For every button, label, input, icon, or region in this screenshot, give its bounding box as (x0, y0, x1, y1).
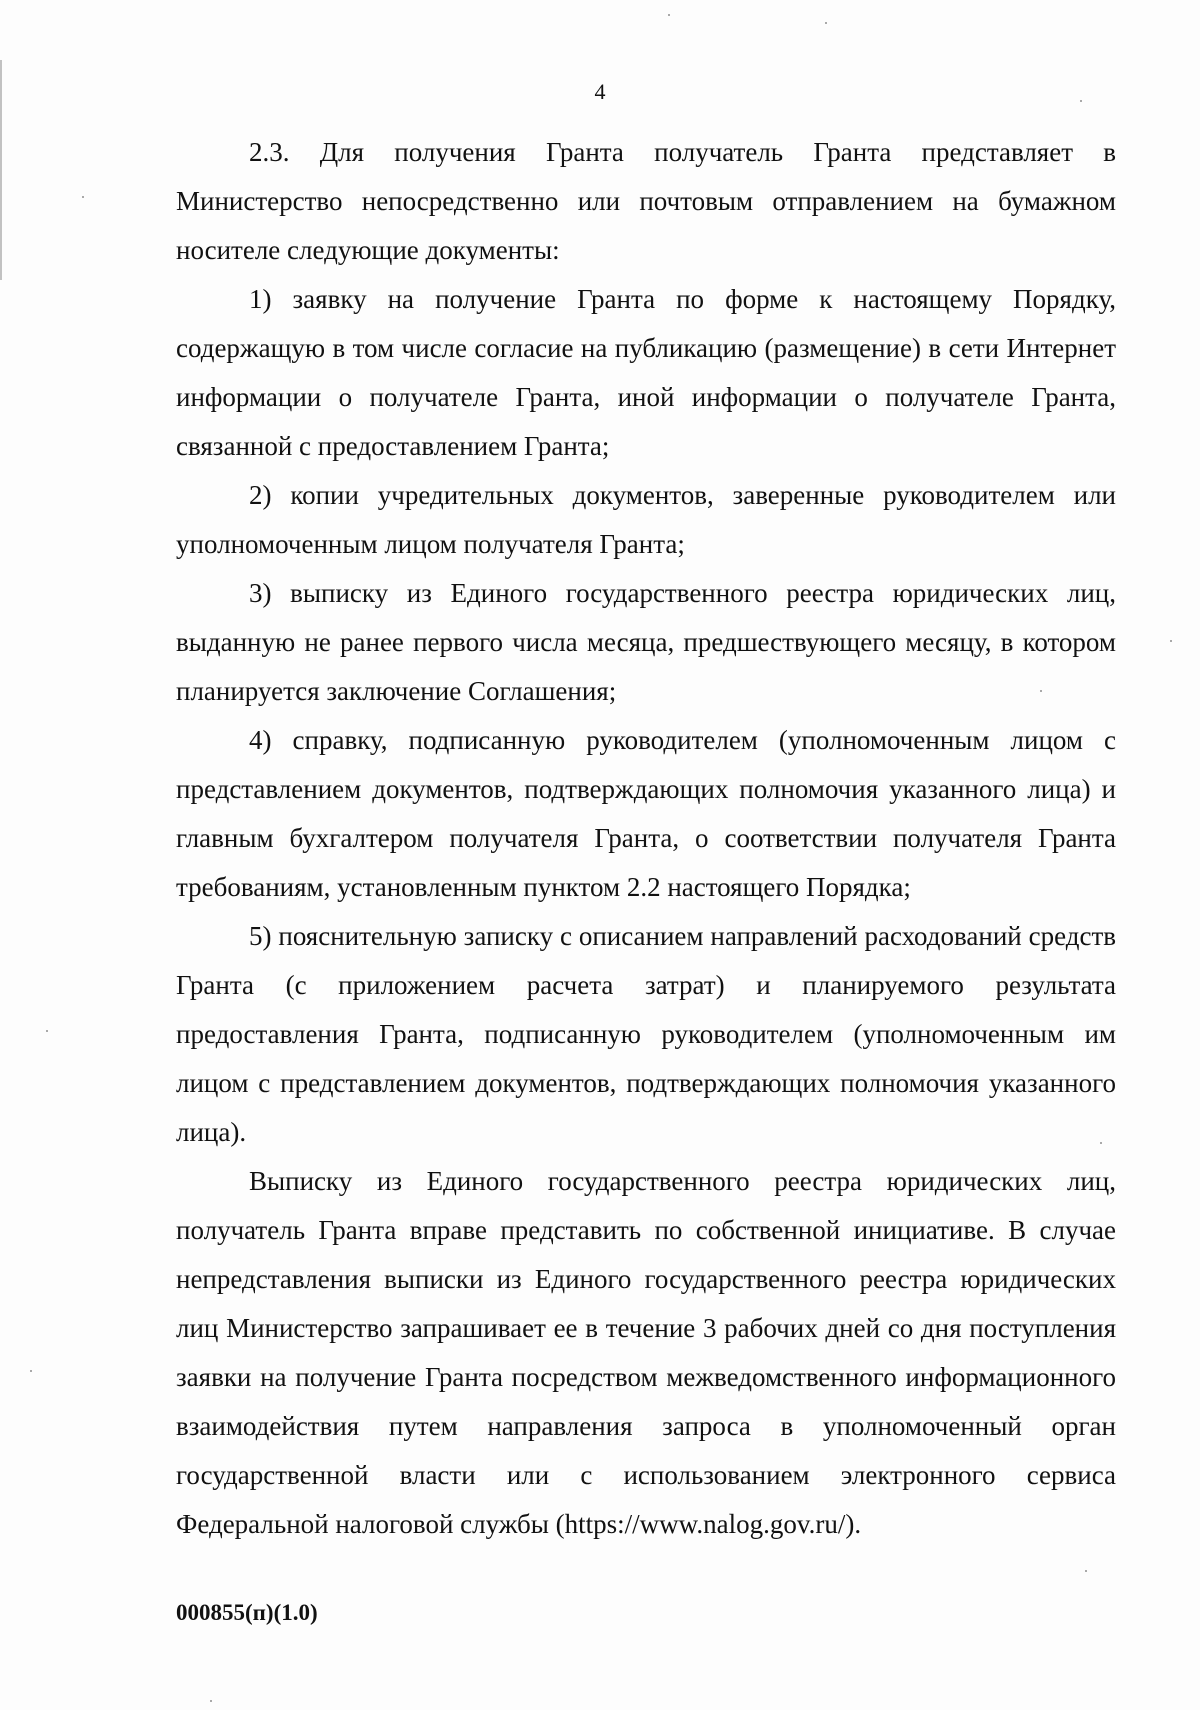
document-code: 000855(п)(1.0) (176, 1600, 318, 1625)
scan-speck (825, 22, 827, 24)
list-item-5: 5) пояснительную записку с описанием направлений расходований средств Гранта (с приложением расчета затрат) и планируемого результата предоставления Гранта, подписанную руководителем (уполномоченным им лицом с представлением документов, подтверждающих полномочия указанного лица). (176, 921, 1116, 1147)
list-item-2: 2) копии учредительных документов, заверенные руководителем или уполномоченным лицом получателя Гранта; (176, 480, 1116, 559)
scan-speck (82, 196, 84, 198)
scan-speck (668, 14, 670, 16)
list-item-3: 3) выписку из Единого государственного реестра юридических лиц, выданную не ранее первого числа месяца, предшествующего месяцу, в котором планируется заключение Соглашения; (176, 578, 1116, 706)
list-item-1: 1) заявку на получение Гранта по форме к настоящему Порядку, содержащую в том числе согласие на публикацию (размещение) в сети Интернет информации о получателе Гранта, иной информации о получателе Гранта, связанной с предоставлением Гранта; (176, 284, 1116, 461)
scan-speck (210, 1700, 212, 1702)
list-item-4: 4) справку, подписанную руководителем (уполномоченным лицом с представлением документов, подтверждающих полномочия указанного лица) и главным бухгалтером получателя Гранта, о соответствии получателя Гранта требованиям, установленным пунктом 2.2 настоящего Порядка; (176, 725, 1116, 902)
paragraph-extract-note: Выписку из Единого государственного реестра юридических лиц, получатель Гранта вправе представить по собственной инициативе. В случае непредставления выписки из Единого государственного реестра юридических лиц Министерство запрашивает ее в течение 3 рабочих дней со дня поступления заявки на получение Гранта посредством межведомственного информационного взаимодействия путем направления запроса в уполномоченный орган государственной власти или с использованием электронного сервиса Федеральной налоговой службы (https://www.nalog.gov.ru/). (176, 1166, 1116, 1539)
scan-speck (1100, 1142, 1102, 1144)
scan-speck (30, 1370, 32, 1372)
paragraph-2-3: 2.3. Для получения Гранта получатель Гранта представляет в Министерство непосредственно или почтовым отправлением на бумажном носителе следующие документы: (176, 137, 1116, 265)
scan-speck (1170, 640, 1172, 642)
document-body (176, 128, 1116, 1549)
scan-speck (1085, 1570, 1087, 1572)
scan-speck (1080, 100, 1082, 102)
page-number: 4 (594, 79, 606, 104)
scan-speck (46, 1030, 48, 1032)
scan-speck (1040, 690, 1042, 692)
